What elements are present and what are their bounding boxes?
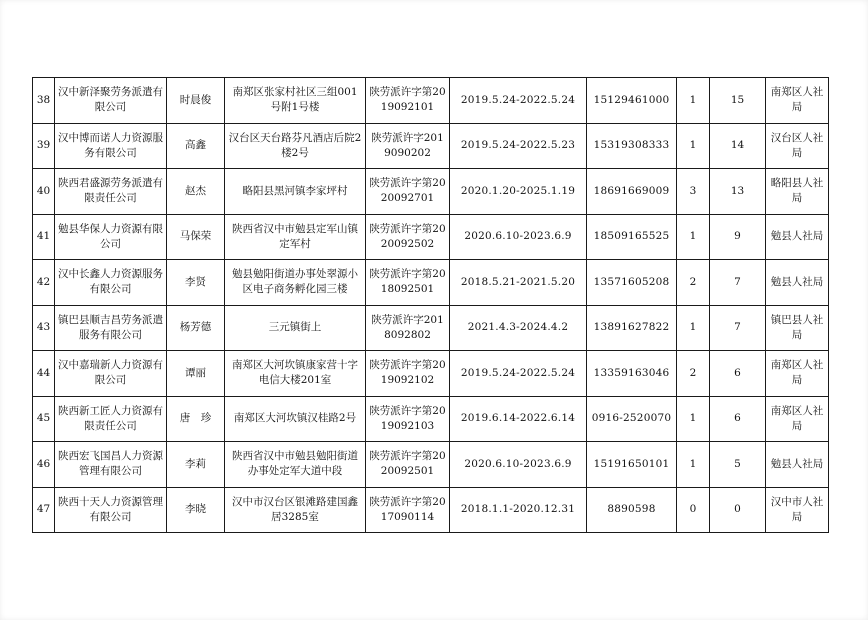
row-number-cell: 42 <box>33 260 55 306</box>
count-a-cell: 1 <box>677 442 710 488</box>
license-number-cell: 陕劳派许字第2018092501 <box>366 260 450 306</box>
count-a-cell: 0 <box>677 487 710 533</box>
row-number-cell: 40 <box>33 169 55 215</box>
company-name-cell: 陕西十天人力资源管理有限公司 <box>55 487 167 533</box>
authority-cell: 勉县人社局 <box>766 214 829 260</box>
company-name-cell: 陕西宏飞国昌人力资源管理有限公司 <box>55 442 167 488</box>
phone-number-cell: 13891627822 <box>587 305 677 351</box>
validity-period-cell: 2018.1.1-2020.12.31 <box>450 487 587 533</box>
count-a-cell: 1 <box>677 214 710 260</box>
count-a-cell: 1 <box>677 123 710 169</box>
license-number-cell: 陕劳派许字第2020092501 <box>366 442 450 488</box>
row-number-cell: 39 <box>33 123 55 169</box>
validity-period-cell: 2019.5.24-2022.5.23 <box>450 123 587 169</box>
address-cell: 三元镇街上 <box>225 305 366 351</box>
contact-person-cell: 高鑫 <box>167 123 225 169</box>
address-cell: 略阳县黑河镇李家坪村 <box>225 169 366 215</box>
count-b-cell: 0 <box>710 487 766 533</box>
row-number-cell: 45 <box>33 396 55 442</box>
validity-period-cell: 2019.6.14-2022.6.14 <box>450 396 587 442</box>
row-number-cell: 41 <box>33 214 55 260</box>
company-name-cell: 勉县华保人力资源有限公司 <box>55 214 167 260</box>
license-number-cell: 陕劳派许字第2020092502 <box>366 214 450 260</box>
row-number-cell: 47 <box>33 487 55 533</box>
validity-period-cell: 2019.5.24-2022.5.24 <box>450 78 587 124</box>
license-number-cell: 陕劳派许字第2019092101 <box>366 78 450 124</box>
table-row <box>33 78 829 124</box>
address-cell: 勉县勉阳街道办事处翠源小区电子商务孵化园三楼 <box>225 260 366 306</box>
address-cell: 南郑区大河坎镇康家营十字电信大楼201室 <box>225 351 366 397</box>
address-cell: 陕西省汉中市勉县定军山镇定军村 <box>225 214 366 260</box>
company-name-cell: 汉中嘉瑞新人力资源有限公司 <box>55 351 167 397</box>
contact-person-cell: 李贤 <box>167 260 225 306</box>
authority-cell: 南郑区人社局 <box>766 351 829 397</box>
phone-number-cell: 15319308333 <box>587 123 677 169</box>
authority-cell: 汉中市人社局 <box>766 487 829 533</box>
table-row <box>33 260 829 306</box>
phone-number-cell: 18509165525 <box>587 214 677 260</box>
validity-period-cell: 2020.6.10-2023.6.9 <box>450 442 587 488</box>
license-number-cell: 陕劳派许字第2017090114 <box>366 487 450 533</box>
row-number-cell: 46 <box>33 442 55 488</box>
authority-cell: 勉县人社局 <box>766 442 829 488</box>
contact-person-cell: 唐 珍 <box>167 396 225 442</box>
count-b-cell: 6 <box>710 396 766 442</box>
phone-number-cell: 13571605208 <box>587 260 677 306</box>
table-row <box>33 214 829 260</box>
license-number-cell: 陕劳派许字第2019092102 <box>366 351 450 397</box>
company-name-cell: 镇巴县顺吉昌劳务派遣服务有限公司 <box>55 305 167 351</box>
table-row <box>33 442 829 488</box>
authority-cell: 略阳县人社局 <box>766 169 829 215</box>
table-row <box>33 123 829 169</box>
license-number-cell: 陕劳派许字第2019092103 <box>366 396 450 442</box>
authority-cell: 镇巴县人社局 <box>766 305 829 351</box>
address-cell: 南郑区大河坎镇汉桂路2号 <box>225 396 366 442</box>
address-cell: 陕西省汉中市勉县勉阳街道办事处定军大道中段 <box>225 442 366 488</box>
phone-number-cell: 13359163046 <box>587 351 677 397</box>
address-cell: 汉中市汉台区银滩路建国鑫居3285室 <box>225 487 366 533</box>
authority-cell: 汉台区人社局 <box>766 123 829 169</box>
count-b-cell: 5 <box>710 442 766 488</box>
count-a-cell: 1 <box>677 305 710 351</box>
contact-person-cell: 杨芳德 <box>167 305 225 351</box>
phone-number-cell: 15191650101 <box>587 442 677 488</box>
table-row <box>33 351 829 397</box>
count-a-cell: 1 <box>677 396 710 442</box>
company-name-cell: 汉中博而诺人力资源服务有限公司 <box>55 123 167 169</box>
count-b-cell: 7 <box>710 260 766 306</box>
count-b-cell: 9 <box>710 214 766 260</box>
validity-period-cell: 2019.5.24-2022.5.24 <box>450 351 587 397</box>
authority-cell: 南郑区人社局 <box>766 78 829 124</box>
company-name-cell: 汉中长鑫人力资源服务有限公司 <box>55 260 167 306</box>
count-a-cell: 2 <box>677 260 710 306</box>
contact-person-cell: 赵杰 <box>167 169 225 215</box>
table-body <box>33 78 829 533</box>
table-row <box>33 305 829 351</box>
table-row <box>33 169 829 215</box>
row-number-cell: 38 <box>33 78 55 124</box>
company-name-cell: 汉中新泽聚劳务派遣有限公司 <box>55 78 167 124</box>
count-b-cell: 6 <box>710 351 766 397</box>
contact-person-cell: 李莉 <box>167 442 225 488</box>
address-cell: 南郑区张家村社区三组001号附1号楼 <box>225 78 366 124</box>
table-row <box>33 396 829 442</box>
authority-cell: 南郑区人社局 <box>766 396 829 442</box>
count-a-cell: 3 <box>677 169 710 215</box>
address-cell: 汉台区天台路芬凡酒店后院2楼2号 <box>225 123 366 169</box>
row-number-cell: 43 <box>33 305 55 351</box>
table-row <box>33 487 829 533</box>
count-b-cell: 14 <box>710 123 766 169</box>
contact-person-cell: 马保荣 <box>167 214 225 260</box>
row-number-cell: 44 <box>33 351 55 397</box>
contact-person-cell: 谭丽 <box>167 351 225 397</box>
count-b-cell: 13 <box>710 169 766 215</box>
validity-period-cell: 2020.1.20-2025.1.19 <box>450 169 587 215</box>
phone-number-cell: 8890598 <box>587 487 677 533</box>
validity-period-cell: 2018.5.21-2021.5.20 <box>450 260 587 306</box>
validity-period-cell: 2020.6.10-2023.6.9 <box>450 214 587 260</box>
agency-table <box>32 77 829 533</box>
phone-number-cell: 15129461000 <box>587 78 677 124</box>
count-a-cell: 1 <box>677 78 710 124</box>
contact-person-cell: 李晓 <box>167 487 225 533</box>
license-number-cell: 陕劳派许字2019090202 <box>366 123 450 169</box>
count-a-cell: 2 <box>677 351 710 397</box>
company-name-cell: 陕西君盛源劳务派遣有限责任公司 <box>55 169 167 215</box>
phone-number-cell: 18691669009 <box>587 169 677 215</box>
phone-number-cell: 0916-2520070 <box>587 396 677 442</box>
license-number-cell: 陕劳派许字第2020092701 <box>366 169 450 215</box>
validity-period-cell: 2021.4.3-2024.4.2 <box>450 305 587 351</box>
license-number-cell: 陕劳派许字2018092802 <box>366 305 450 351</box>
authority-cell: 勉县人社局 <box>766 260 829 306</box>
company-name-cell: 陕西新工匠人力资源有限责任公司 <box>55 396 167 442</box>
count-b-cell: 15 <box>710 78 766 124</box>
contact-person-cell: 时晨俊 <box>167 78 225 124</box>
count-b-cell: 7 <box>710 305 766 351</box>
